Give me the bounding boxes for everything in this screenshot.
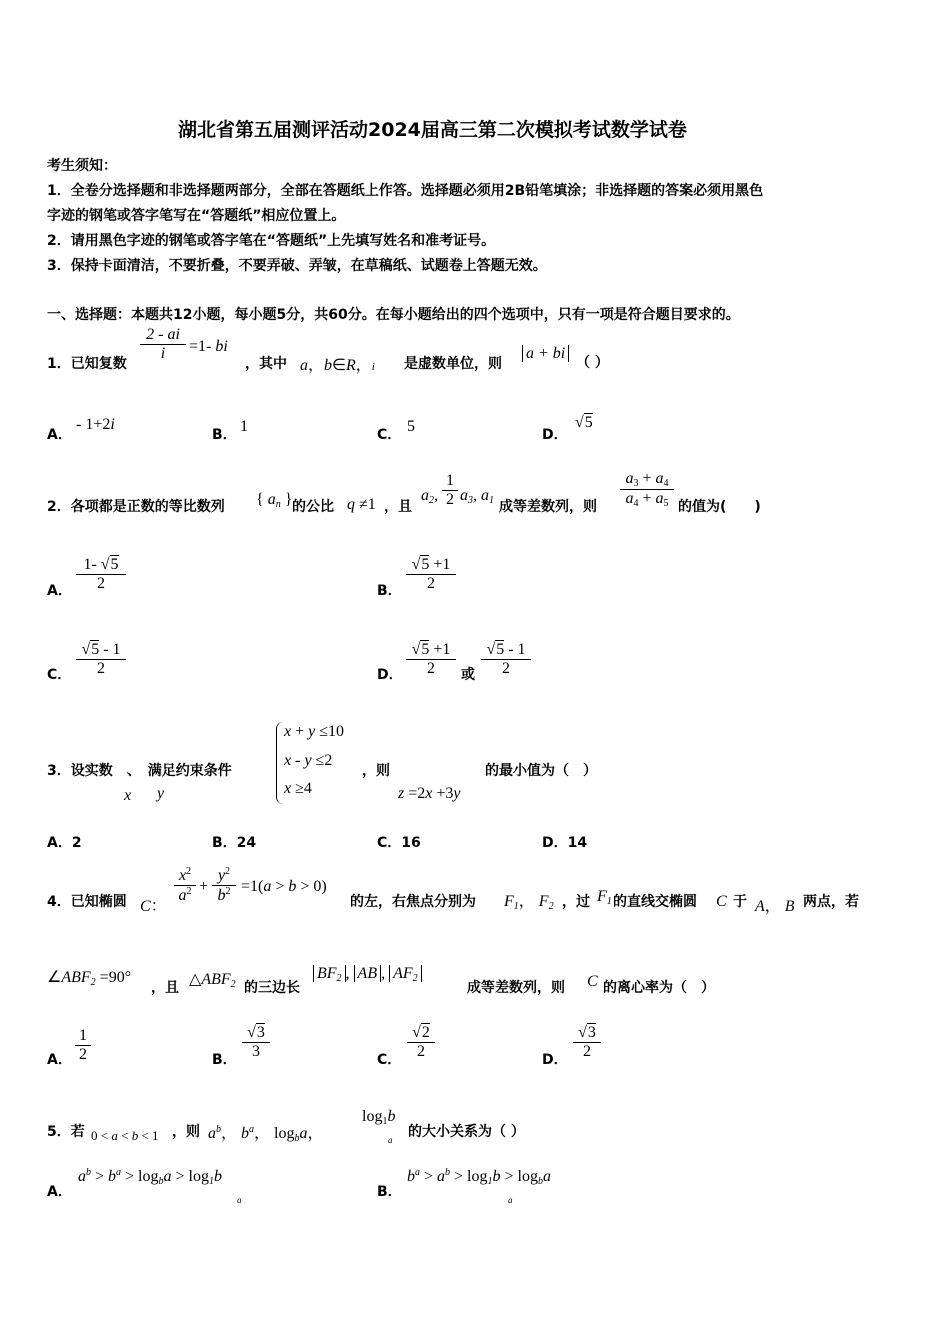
q3-y: y [157,785,165,802]
q1-opt-d: D． [542,427,568,443]
q2-opt-b-val: √5 +1 2 [406,556,456,593]
q1-opt-b: B． [212,427,237,443]
q5-opt-b: B． [377,1184,402,1200]
q5-t2: 的大小关系为（ ） [408,1124,525,1140]
q2-opt-c-val: √5 - 1 2 [76,641,126,678]
q1-eq: =1- bi [189,338,228,355]
q4-tri: $\triangle ABF_2$ [189,971,236,990]
q4-eq: =1(a > b > 0) [241,878,327,895]
q4-opt-a: A． [47,1052,72,1068]
q5-t1: ，则 [172,1124,200,1140]
q1-modulus: a + bi [522,345,569,363]
q2-t1: 的公比 [292,499,334,515]
q1-opt-d-val: √5 [575,414,593,431]
q3-opt-d: D．14 [542,835,588,851]
q1-t1: ，其中 [245,356,287,372]
q4-C2: C [716,893,727,910]
q2-opt-c: C． [47,667,72,683]
notice-heading: 考生须知： [47,158,117,174]
notice-item-3: 3．保持卡面清洁，不要折叠，不要弄破、弄皱，在草稿纸、试题卷上答题无效。 [47,258,547,274]
q3-z: z =2x +3y [398,785,461,802]
q2-a2: $a_2$, [421,487,438,506]
q1-ab: a，b∈R，i [300,357,375,374]
q4-f1b: $F_1$ [597,888,612,907]
q3-label: 3．设实数 、 满足约束条件 [47,763,232,779]
q4-f1f2: $F_1$， $F_2$ [504,893,554,912]
q3-t1: ，则 [362,763,390,779]
q3-opt-b: B．24 [212,835,257,851]
q1-opt-a: A． [47,427,72,443]
q4-AB: A， B [755,898,795,915]
q1-label: 1．已知复数 [47,356,127,372]
q4-t6: ，且 [151,980,179,996]
q4-opt-d-val: √3 2 [573,1024,601,1061]
q1-t3: （ ） [576,355,609,371]
q3-opt-a: A．2 [47,835,82,851]
q4-opt-a-val: 1 2 [75,1027,91,1064]
q4-x2: $x^2$ $a^2$ [174,866,196,905]
q4-t8: 成等差数列，则 [467,980,565,996]
q1-opt-c: C． [377,427,402,443]
q4-label: 4．已知椭圆 [47,894,127,910]
notice-item-1b: 字迹的钢笔或答字笔写在“答题纸”相应位置上。 [47,208,346,224]
q5-log: $\log_1b$ [362,1108,396,1127]
q4-opt-c-val: √2 2 [407,1024,435,1061]
q5-opt-a-base: a [237,1195,242,1205]
q5-terms: $a^b$， $b^a$， $\log_ba$， [208,1124,324,1144]
q2-t4: 的值为( ) [678,499,761,515]
q4-C3: C [587,973,598,990]
q2-ratio: $a_3 + a_4$ $a_4 + a_5$ [620,470,674,509]
q2-opt-d-val1: √5 +1 2 [406,641,456,678]
q2-t3: 成等差数列，则 [499,499,597,515]
q2-label: 2．各项都是正数的等比数列 [47,499,225,515]
q4-t9: 的离心率为（ ） [603,980,715,996]
q4-C: C： [140,898,167,915]
q4-t5: 两点，若 [803,894,859,910]
q4-sides: $BF_2$ , AB , $AF_2$ [313,965,422,984]
q3-t2: 的最小值为（ ） [485,763,597,779]
q5-opt-b-val: $b^a > a^b > \log_1b > \log_ba$ [407,1167,551,1187]
q4-opt-c: C． [377,1052,402,1068]
q4-opt-d: D． [542,1052,568,1068]
q5-cond: 0 < a < b < 1 [91,1128,159,1143]
q4-opt-b: B． [212,1052,237,1068]
section-heading: 一、选择题：本题共12小题，每小题5分，共60分。在每小题给出的四个选项中，只有一项是符合题目要求的。 [47,307,740,323]
q5-opt-b-base: a [508,1195,513,1205]
q2-opt-b: B． [377,583,402,599]
q4-t2: ，过 [562,894,590,910]
q2-half: 1 2 [442,472,458,509]
q1-opt-c-val: 5 [407,418,415,435]
q2-q: q ≠1 [347,496,376,513]
q2-seq: { $a_n$ } [256,491,293,510]
q4-angle: $\angle ABF_2 =90^\circ$ [47,969,132,988]
q2-opt-d: D． [377,667,403,683]
q2-opt-a-val: 1- √5 2 [76,556,126,593]
q1-opt-a-val: - 1+2i [76,416,115,433]
q3-c2: x - y ≤2 [284,752,333,769]
q3-c3: x ≥4 [284,780,312,797]
q2-opt-a: A． [47,583,72,599]
q4-y2: $y^2$ $b^2$ [212,866,236,905]
q5-opt-a-val: $a^b > b^a > \log_ba > \log_1b$ [78,1167,222,1187]
q5-log-base: a [388,1135,393,1145]
q3-c1: x + y ≤10 [284,723,345,740]
q4-plus: + [199,878,209,895]
q2-a3a1: $a_3$, $a_1$ [460,487,494,506]
notice-item-2: 2．请用黑色字迹的钢笔或答字笔在“答题纸”上先填写姓名和准考证号。 [47,233,496,249]
q3-opt-c: C．16 [377,835,421,851]
q2-opt-d-or: 或 [461,667,475,683]
q4-t3: 的直线交椭圆 [613,894,697,910]
q4-t4: 于 [733,894,747,910]
notice-item-1: 1．全卷分选择题和非选择题两部分，全部在答题纸上作答。选择题必须用2B铅笔填涂；非选择题的答案必须用黑色 [47,183,764,199]
q2-opt-d-val2: √5 - 1 2 [481,641,531,678]
q5-opt-a: A． [47,1184,72,1200]
q1-t2: 是虚数单位，则 [404,356,502,372]
q1-fraction: 2 - ai i [140,326,186,363]
q3-x: x [124,787,132,804]
exam-title: 湖北省第五届测评活动2024届高三第二次模拟考试数学试卷 [178,119,687,141]
q1-opt-b-val: 1 [240,418,248,435]
q5-label: 5．若 [47,1124,85,1140]
q4-t1: 的左，右焦点分别为 [350,894,476,910]
q4-opt-b-val: √3 3 [242,1024,270,1061]
q3-brace [276,722,283,804]
q2-t2: ，且 [384,499,412,515]
q4-t7: 的三边长 [244,980,300,996]
